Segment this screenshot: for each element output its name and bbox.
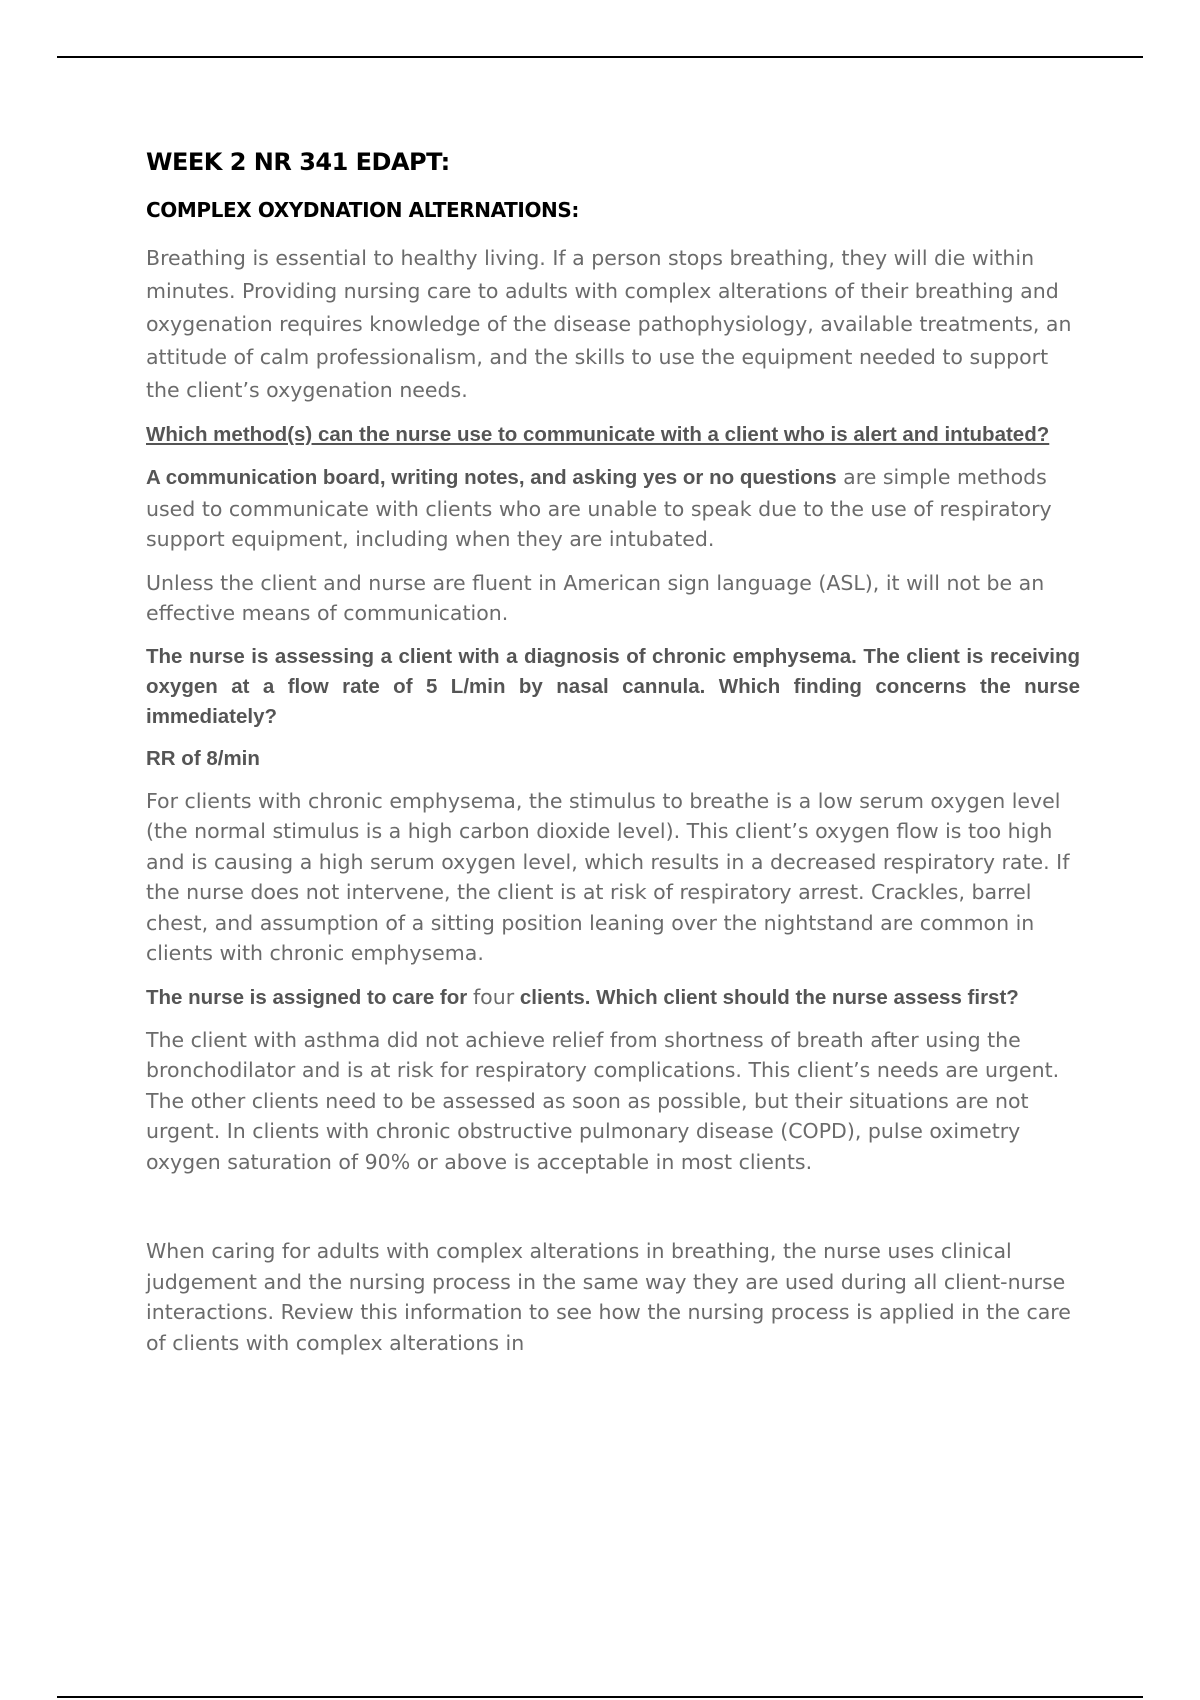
bottom-rule — [57, 1696, 1143, 1698]
closing-paragraph: When caring for adults with complex alterations in breathing, the nurse uses clinical judgement and the nursing process in the same way they are used during all client-nurse interactions. Review this information to see how the nursing process is applied in the care of clients with complex alterations in — [146, 1239, 1071, 1355]
question-3-part2: four — [472, 984, 515, 1009]
answer-1-paragraph — [146, 462, 1080, 555]
answer-1-note: Unless the client and nurse are fluent in American sign language (ASL), it will not be an effective means of communication. — [146, 570, 1045, 625]
document-subtitle: COMPLEX OXYDNATION ALTERNATIONS: — [146, 198, 579, 222]
question-3-part1: The nurse is assigned to care for — [146, 985, 473, 1009]
explanation-3: The client with asthma did not achieve relief from shortness of breath after using the bronchodilator and is at risk for respiratory complications. This client’s needs are urgent. The other clients need to be assessed as soon as possible, but their situations are not urgent. In clients with chronic obstructive pulmonary disease (COPD), pulse oximetry oxygen saturation of 90% or above is acceptable in most clients. — [146, 1027, 1060, 1174]
answer-1-bold: A communication board, writing notes, and asking yes or no questions — [146, 466, 837, 489]
document-body — [146, 148, 1080, 1371]
question-1: Which method(s) can the nurse use to communicate with a client who is alert and intubated? — [146, 423, 1050, 446]
question-3 — [146, 982, 1080, 1013]
explanation-2: For clients with chronic emphysema, the stimulus to breathe is a low serum oxygen level (the normal stimulus is a high carbon dioxide level). This client’s oxygen flow is too high and is causing a high serum oxygen level, which results in a decreased respiratory rate. If the nurse does not intervene, the client is at risk of respiratory arrest. Crackles, barrel chest, and assumption of a sitting position leaning over the nightstand are common in clients with chronic emphysema. — [146, 788, 1070, 965]
question-3-part3: clients. Which client should the nurse assess first? — [514, 985, 1019, 1009]
answer-1-rest: are simple methods used to communicate with clients who are unable to speak due to the use of respiratory support equipment, including when they are intubated. — [146, 465, 1052, 551]
intro-paragraph: Breathing is essential to healthy living. If a person stops breathing, they will die within minutes. Providing nursing care to adults with complex alterations of their breathing and oxygenation requires knowledge of the disease pathophysiology, available treatments, an attitude of calm professionalism, and the skills to use the equipment needed to support the client’s oxygenation needs. — [146, 246, 1072, 402]
answer-2: RR of 8/min — [146, 746, 260, 770]
question-2: The nurse is assessing a client with a diagnosis of chronic emphysema. The client is receiving oxygen at a flow rate of 5 L/min by nasal cannula. Which finding concerns the nurse immediately? — [146, 644, 1080, 728]
spacer — [146, 1190, 1080, 1236]
document-title: WEEK 2 NR 341 EDAPT: — [146, 148, 450, 176]
top-rule — [57, 56, 1143, 58]
